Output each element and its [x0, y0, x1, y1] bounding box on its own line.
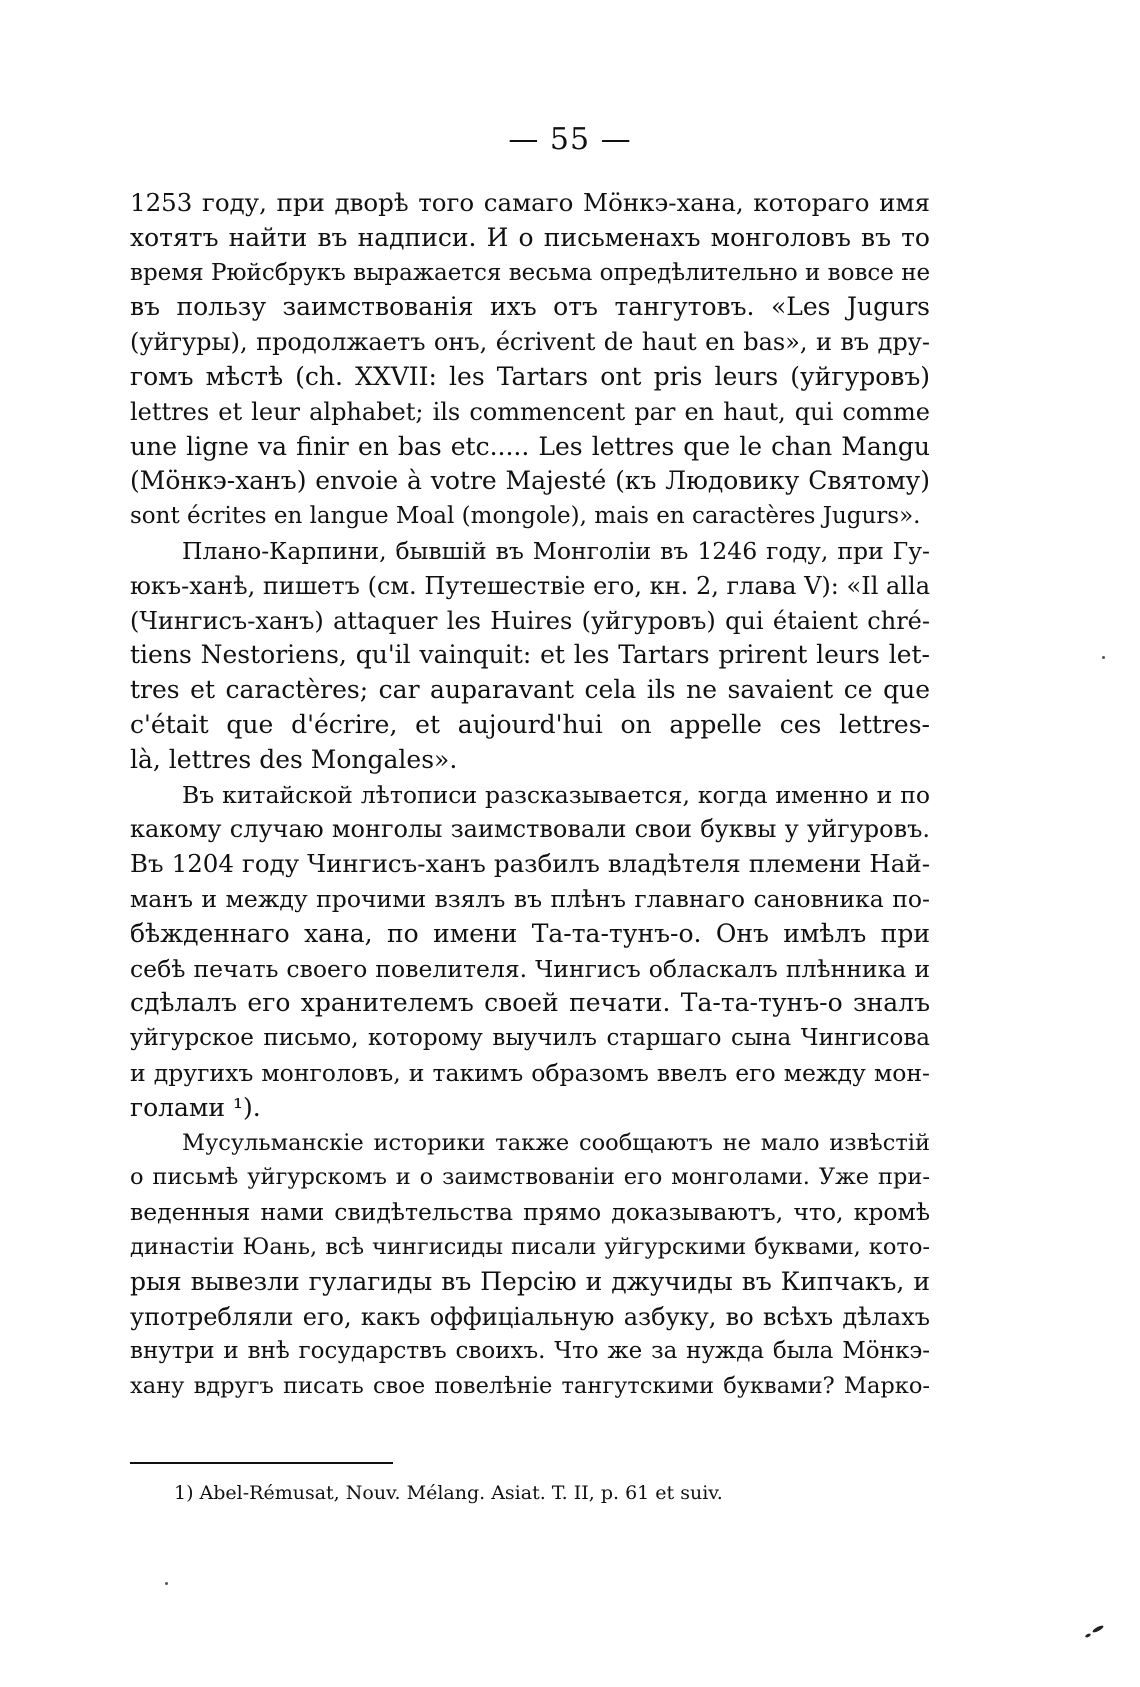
text-line: и другихъ монголовъ, и такимъ образомъ ввелъ его между мон- — [130, 1058, 930, 1087]
speck — [165, 1582, 168, 1585]
paragraph — [130, 186, 930, 534]
text-line: бѣжденнаго хана, по имени Та-та-тунъ-о. Онъ имѣлъ при — [130, 918, 930, 948]
text-line: сдѣлалъ его хранителемъ своей печати. Та-та-тунъ-о зналъ — [130, 988, 930, 1018]
text-line: (Мӧнкэ-ханъ) envoie à votre Majesté (къ Людовику Святому) — [130, 466, 930, 496]
text-line: (уйгуры), продолжаетъ онъ, écrivent de haut en bas», и въ дру- — [130, 328, 930, 357]
paragraph — [130, 534, 930, 778]
text-line: хотятъ найти въ надписи. И о письменахъ монголовъ въ то — [130, 222, 930, 252]
text-line: tiens Nestoriens, qu'il vainquit: et les Tartars prirent leurs let- — [130, 640, 930, 670]
body-text — [130, 186, 930, 1404]
text-line: время Рюйсбрукъ выражается весьма опредѣлительно и вовсе не — [130, 259, 931, 286]
paragraph — [130, 778, 930, 1126]
text-line: голами ¹). — [130, 1092, 261, 1122]
text-line: c'était que d'écrire, et aujourd'hui on appelle ces lettres- — [130, 709, 930, 739]
speck — [1102, 656, 1105, 659]
text-line: манъ и между прочими взялъ въ плѣнъ главнаго сановника по- — [130, 884, 930, 913]
text-line: une ligne va finir en bas etc..... Les lettres que le chan Mangu — [130, 431, 930, 461]
footnote: 1) Abel-Rémusat, Nouv. Mélang. Asiat. T. II, p. 61 et suiv. — [174, 1482, 723, 1504]
text-line: о письмѣ уйгурскомъ и о заимствованіи его монголами. Уже при- — [130, 1164, 930, 1191]
text-line: веденныя нами свидѣтельства прямо доказываютъ, что, кромѣ — [130, 1198, 930, 1227]
page-number: — 55 — — [508, 122, 632, 157]
text-line: là, lettres des Mongales». — [130, 744, 458, 774]
text-line: уйгурское письмо, которому выучилъ старшаго сына Чингисова — [130, 1025, 930, 1052]
paragraph — [130, 1126, 930, 1404]
text-line: династіи Юань, всѣ чингисиды писали уйгурскими буквами, кото- — [130, 1233, 930, 1260]
text-line: lettres et leur alphabet; ils commencent par en haut, qui comme — [130, 397, 930, 426]
footnote-rule — [130, 1462, 393, 1464]
text-line: гомъ мѣстѣ (ch. XXVII: les Tartars ont pris leurs (уйгуровъ) — [130, 361, 930, 391]
text-line: Мусульманскіе историки также сообщаютъ не мало извѣстій — [182, 1129, 930, 1156]
text-line: какому случаю монголы заимствовали свои буквы у уйгуровъ. — [130, 815, 930, 844]
ink-mark — [1085, 1633, 1092, 1638]
text-line: 1253 году, при дворѣ того самаго Мӧнкэ-хана, котораго имя — [130, 188, 930, 217]
text-line: tres et caractères; car auparavant cela ils ne savaient ce que — [130, 675, 930, 705]
text-line: Въ китайской лѣтописи разсказывается, когда именно и по — [182, 780, 930, 809]
text-line: юкъ-ханѣ, пишетъ (см. Путешествіе его, кн. 2, глава V): «Il alla — [130, 571, 930, 600]
text-line: въ пользу заимствованія ихъ отъ тангутовъ. «Les Jugurs — [130, 292, 930, 322]
text-line: себѣ печать своего повелителя. Чингисъ обласкалъ плѣнника и — [130, 954, 930, 983]
text-line: внутри и внѣ государствъ своихъ. Что же за нужда была Мӧнкэ- — [130, 1338, 930, 1365]
text-line: (Чингисъ-ханъ) attaquer les Huires (уйгуровъ) qui étaient chré- — [130, 606, 930, 635]
ink-mark — [1092, 1624, 1104, 1633]
text-line: Въ 1204 году Чингисъ-ханъ разбилъ владѣтеля племени Най- — [130, 849, 930, 879]
text-line: Плано-Карпини, бывшій въ Монголіи въ 1246 году, при Гу- — [182, 536, 930, 565]
text-line: sont écrites en langue Moal (mongole), mais en caractères Jugurs». — [130, 503, 921, 530]
text-line: хану вдругъ писать свое повелѣніе тангутскими буквами? Марко- — [130, 1373, 930, 1400]
text-line: рыя вывезли гулагиды въ Персію и джучиды въ Кипчакъ, и — [130, 1266, 930, 1296]
text-line: употребляли его, какъ оффиціальную азбуку, во всѣхъ дѣлахъ — [130, 1302, 930, 1331]
